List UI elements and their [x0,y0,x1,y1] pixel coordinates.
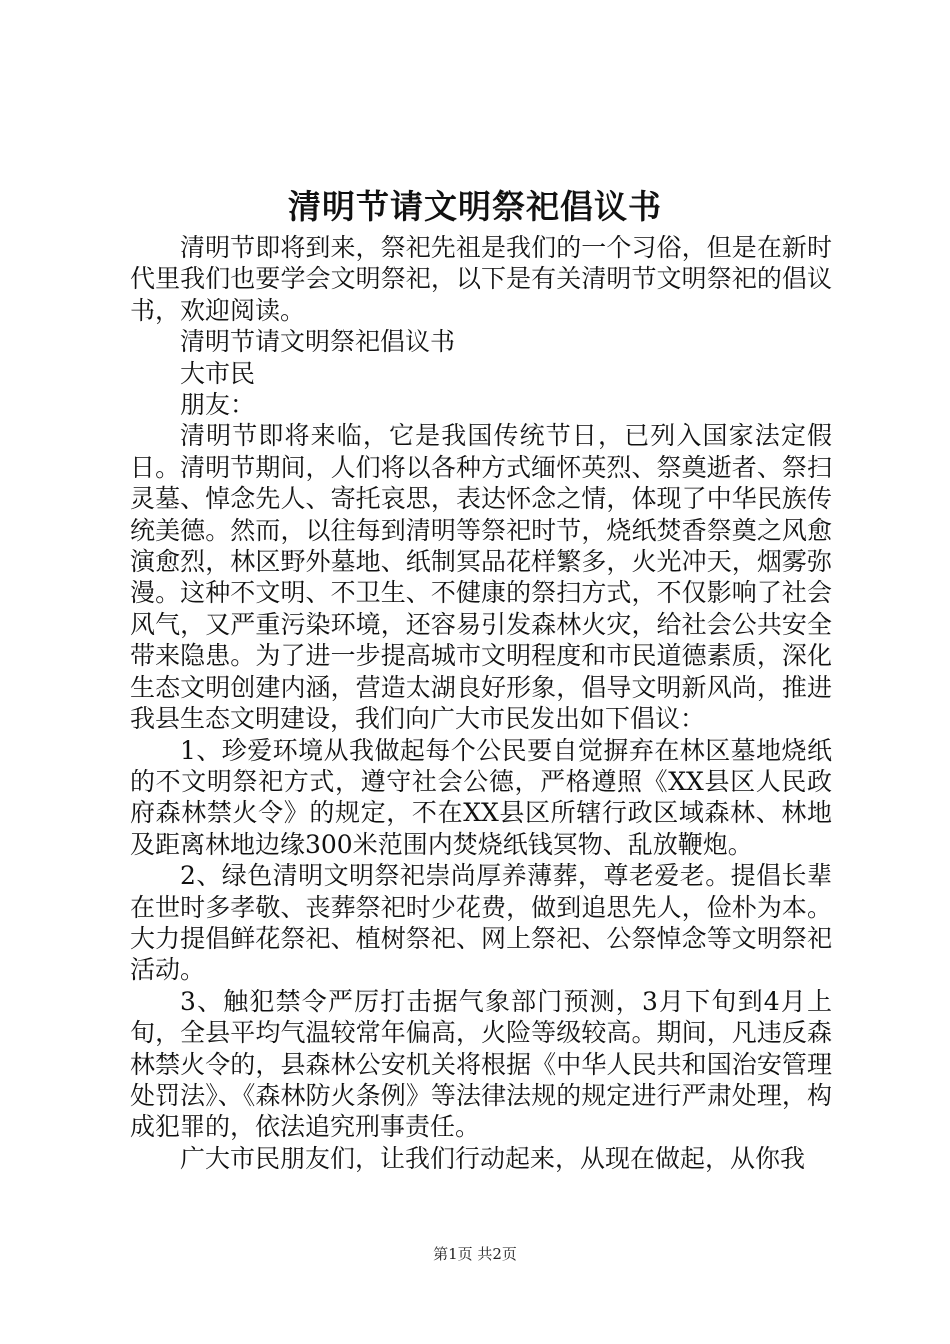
proposal-item-2: 2、绿色清明文明祭祀崇尚厚养薄葬，尊老爱老。提倡长辈在世时多孝敬、丧葬祭祀时少花费，做到追思先人，俭朴为本。大力提倡鲜花祭祀、植树祭祀、网上祭祀、公祭悼念等文明祭祀活动。 [130,861,832,985]
subtitle-line: 清明节请文明祭祀倡议书 [180,327,456,357]
page-number: 第1页 共2页 [433,1245,517,1263]
salutation-line-1: 大市民 [180,358,256,388]
salutation-line-2: 朋友： [180,390,256,420]
document-title: 清明节请文明祭祀倡议书 [288,187,662,226]
proposal-item-1: 1、珍爱环境从我做起每个公民要自觉摒弃在林区墓地烧纸的不文明祭祀方式，遵守社会公德，严格遵照《XX县区人民政府森林禁火令》的规定，不在XX县区所辖行政区域森林、林地及距离林地边缘300米范围内焚烧纸钱冥物、乱放鞭炮。 [130,735,832,859]
intro-paragraph: 清明节即将到来，祭祀先祖是我们的一个习俗，但是在新时代里我们也要学会文明祭祀，以下是有关清明节文明祭祀的倡议书，欢迎阅读。 [130,233,832,325]
document-body [130,232,832,1174]
closing-paragraph: 广大市民朋友们，让我们行动起来，从现在做起，从你我 [180,1143,806,1173]
proposal-item-3: 3、触犯禁令严厉打击据气象部门预测，3月下旬到4月上旬，全县平均气温较常年偏高，火险等级较高。期间，凡违反森林禁火令的，县森林公安机关将根据《中华人民共和国治安管理处罚法》、《森林防火条例》等法律法规的规定进行严肃处理，构成犯罪的，依法追究刑事责任。 [130,986,832,1142]
main-paragraph: 清明节即将来临，它是我国传统节日，已列入国家法定假日。清明节期间，人们将以各种方式缅怀英烈、祭奠逝者、祭扫灵墓、悼念先人、寄托哀思，表达怀念之情，体现了中华民族传统美德。然而，以往每到清明等祭祀时节，烧纸焚香祭奠之风愈演愈烈，林区野外墓地、纸制冥品花样繁多，火光冲天，烟雾弥漫。这种不文明、不卫生、不健康的祭扫方式，不仅影响了社会风气，又严重污染环境，还容易引发森林火灾，给社会公共安全带来隐患。为了进一步提高城市文明程度和市民道德素质，深化生态文明创建内涵，营造太湖良好形象，倡导文明新风尚，推进我县生态文明建设，我们向广大市民发出如下倡议： [130,421,832,734]
